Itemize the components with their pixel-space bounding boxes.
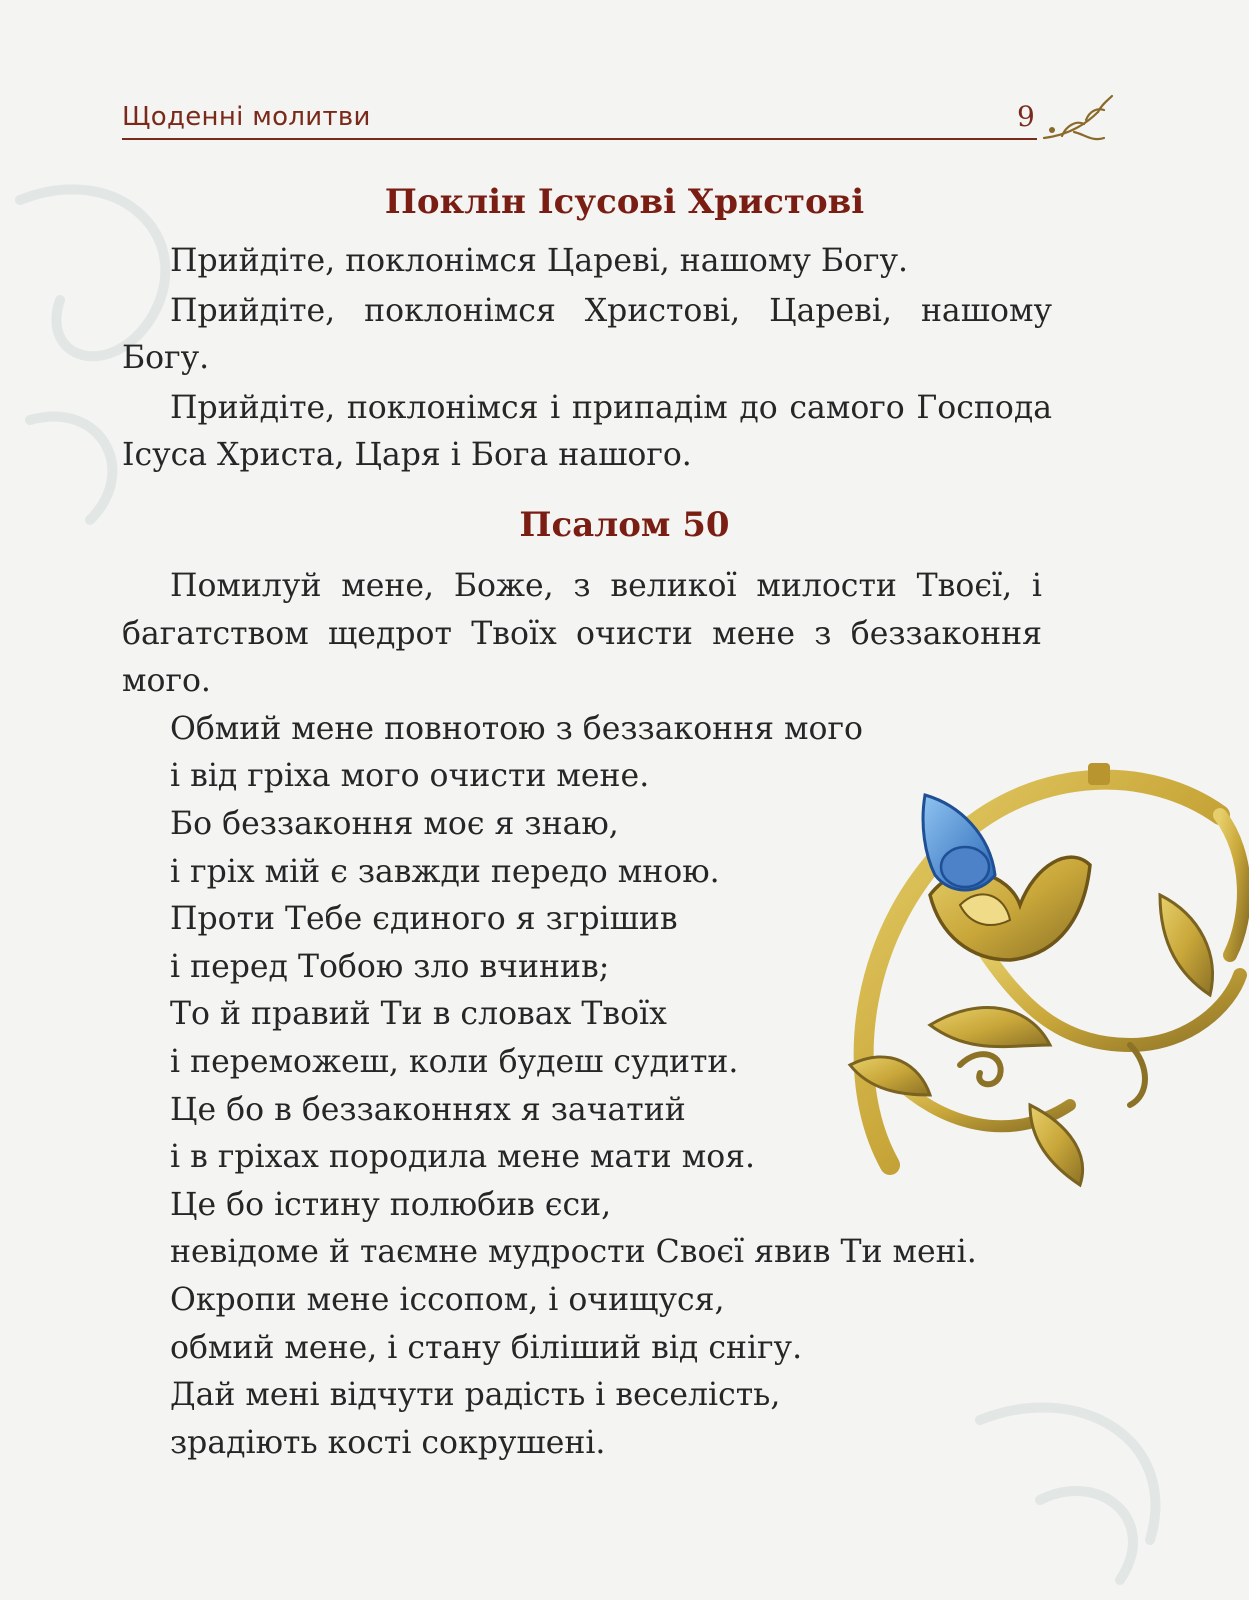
- psalm-line-4: і гріх мій є завжди передо мною.: [170, 853, 720, 890]
- psalm-line-7: То й правий Ти в словах Твоїх: [170, 996, 667, 1033]
- psalm-line-12: невідоме й таємне мудрости Своєї явив Ти мені.: [170, 1234, 977, 1271]
- psalm-line-13: Окропи мене іссопом, і очищуся,: [170, 1281, 725, 1318]
- running-header: [122, 102, 1112, 142]
- header-leaf-ornament-icon: [1040, 90, 1115, 152]
- header-title: Щоденні молитви: [122, 102, 371, 132]
- psalm-line-8: і переможеш, коли будеш судити.: [170, 1043, 739, 1080]
- psalm-line-15: Дай мені відчути радість і веселість,: [170, 1377, 781, 1414]
- psalm-opening: Помилуй мене, Боже, з великої милости Твоєї, і багатством щедрот Твоїх очисти мене з беззаконня мого.: [122, 568, 1042, 700]
- psalm-line-1: Обмий мене повнотою з беззаконня мого: [170, 710, 863, 747]
- psalm-line-9: Це бо в беззаконнях я зачатий: [170, 1091, 686, 1128]
- psalm-line-5: Проти Тебе єдиного я згрішив: [170, 901, 678, 938]
- psalm-line-11: Це бо істину полюбив єси,: [170, 1186, 612, 1223]
- header-rule: [122, 138, 1037, 140]
- section1-body: [122, 238, 1052, 479]
- section-title-poklin: Поклін Ісусові Христові: [384, 182, 865, 222]
- section1-paragraph-1: Прийдіте, поклонімся Цареві, нашому Богу.: [170, 243, 909, 279]
- psalm-line-6: і перед Тобою зло вчинив;: [170, 948, 610, 985]
- psalm-line-10: і в гріхах породила мене мати моя.: [170, 1139, 756, 1176]
- section1-paragraph-2: Прийдіте, поклонімся Христові, Цареві, нашому Богу.: [122, 293, 1052, 376]
- floral-ornament-icon: [830, 745, 1249, 1195]
- psalm-line-14: обмий мене, і стану біліший від снігу.: [170, 1329, 803, 1366]
- page-number: 9: [1017, 100, 1035, 133]
- section1-paragraph-3: Прийдіте, поклонімся і припадім до самого Господа Ісуса Христа, Царя і Бога нашого.: [122, 390, 1052, 473]
- psalm-line-3: Бо беззаконня моє я знаю,: [170, 805, 619, 842]
- psalm-line-16: зрадіють кості сокрушені.: [170, 1424, 606, 1461]
- section-title-psalm-50: Псалом 50: [519, 505, 730, 545]
- psalm-line-2: і від гріха мого очисти мене.: [170, 758, 650, 795]
